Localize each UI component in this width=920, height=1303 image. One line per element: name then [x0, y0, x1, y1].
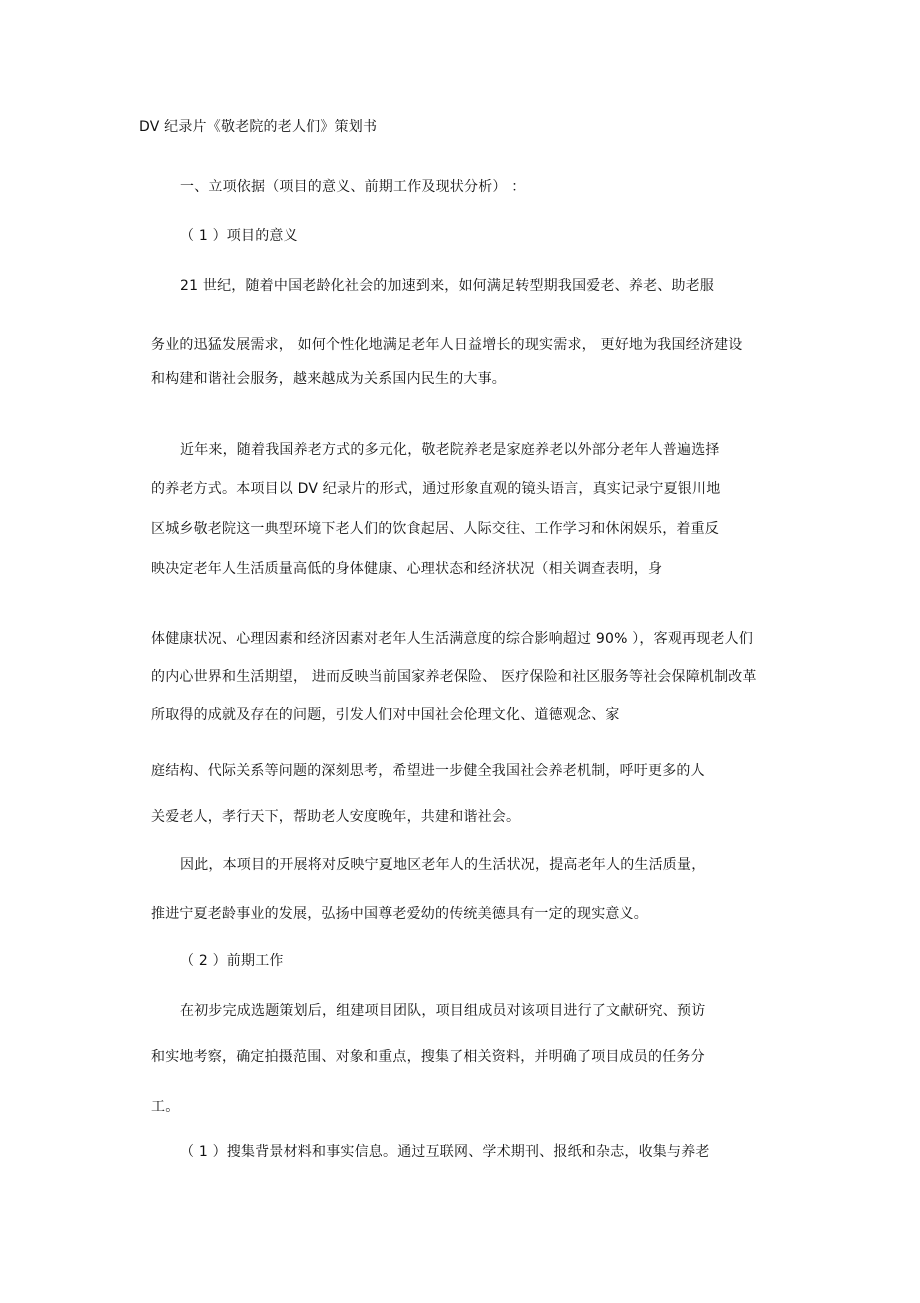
paragraph-line: 体健康状况、心理因素和经济因素对老年人生活满意度的综合影响超过 90% ），客观再现老人们 [151, 631, 754, 647]
paragraph-line: 庭结构、代际关系等问题的深刻思考，希望进一步健全我国社会养老机制，呼吁更多的人 [151, 763, 705, 779]
paragraph-line: 工。 [151, 1099, 180, 1115]
paragraph-line: 和构建和谐社会服务，越来越成为关系国内民生的大事。 [151, 371, 506, 387]
paragraph-line: 的养老方式。本项目以 DV 纪录片的形式，通过形象直观的镜头语言，真实记录宁夏银川地 [151, 481, 721, 497]
paragraph-line: 在初步完成选题策划后，组建项目团队，项目组成员对该项目进行了文献研究、预访 [180, 1003, 706, 1019]
paragraph-line: 区城乡敬老院这一典型环境下老人们的饮食起居、人际交往、工作学习和休闲娱乐，着重反 [151, 521, 719, 537]
paragraph-line: （ 1 ）搜集背景材料和事实信息。通过互联网、学术期刊、报纸和杂志，收集与养老 [180, 1144, 710, 1160]
paragraph-line: 因此，本项目的开展将对反映宁夏地区老年人的生活状况，提高老年人的生活质量， [180, 857, 706, 873]
subsection-heading: （ 1 ）项目的意义 [180, 228, 298, 244]
paragraph-line: 映决定老年人生活质量高低的身体健康、心理状态和经济状况（相关调查表明，身 [151, 561, 663, 577]
section-heading: 一、立项依据（项目的意义、前期工作及现状分析） ： [180, 179, 526, 195]
paragraph-line: 关爱老人，孝行天下，帮助老人安度晚年，共建和谐社会。 [151, 809, 521, 825]
paragraph-line: 推进宁夏老龄事业的发展，弘扬中国尊老爱幼的传统美德具有一定的现实意义。 [151, 906, 648, 922]
paragraph-line: 所取得的成就及存在的问题，引发人们对中国社会伦理文化、道德观念、家 [151, 707, 620, 723]
paragraph-line: 和实地考察，确定拍摄范围、对象和重点，搜集了相关资料，并明确了项目成员的任务分 [151, 1049, 705, 1065]
paragraph-line: 近年来，随着我国养老方式的多元化，敬老院养老是家庭养老以外部分老年人普遍选择 [180, 442, 720, 458]
paragraph-line: 的内心世界和生活期望， 进而反映当前国家养老保险、 医疗保险和社区服务等社会保障机制改革 [151, 669, 757, 685]
document-title: DV 纪录片《敬老院的老人们》策划书 [139, 119, 378, 135]
paragraph-line: 21 世纪，随着中国老龄化社会的加速到来，如何满足转型期我国爱老、养老、助老服 [180, 278, 715, 294]
subsection-heading: （ 2 ）前期工作 [180, 953, 284, 969]
paragraph-line: 务业的迅猛发展需求， 如何个性化地满足老年人日益增长的现实需求， 更好地为我国经济建设 [151, 337, 743, 353]
